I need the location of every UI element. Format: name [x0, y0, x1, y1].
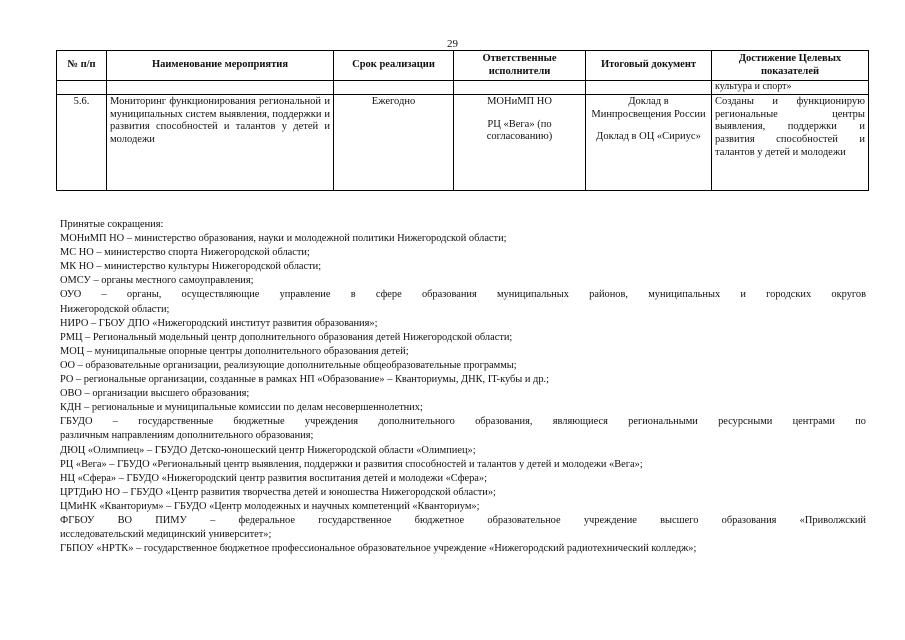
- abbreviation-line: ГБПОУ «НРТК» – государственное бюджетное профессиональное образовательное учреждение «Нижегородский радиотехнический колледж»;: [60, 543, 697, 555]
- abbreviations-heading: Принятые сокращения:: [60, 219, 164, 230]
- header-term: Срок реализации: [334, 51, 454, 81]
- abbreviation-line: МОЦ – муниципальные опорные центры дополнительного образования детей;: [60, 345, 409, 357]
- cell-event-name: Мониторинг функционирования региональной и муниципальных систем выявления, поддержки и развития способностей и талантов у детей и молодежи: [107, 95, 334, 191]
- document-ministry: Доклад в Минпросвещения России: [591, 96, 706, 120]
- abbreviation-line: ДЮЦ «Олимпиец» – ГБУДО Детско-юношеский центр Нижегородской области «Олимпиец»;: [60, 444, 476, 456]
- abbreviation-line: НЦ «Сфера» – ГБУДО «Нижегородский центр развития воспитания детей и молодежи «Сфера»;: [60, 472, 487, 484]
- cell-empty: [57, 81, 107, 95]
- abbreviation-line: ОУО – органы, осуществляющие управление в сфере образования муниципальных районов, муниципальных и городских округов: [60, 289, 866, 301]
- document-sirius: Доклад в ОЦ «Сириус»: [596, 131, 701, 143]
- abbreviation-line: различным направлениям дополнительного образования;: [60, 430, 314, 442]
- abbreviation-line: ОМСУ – органы местного самоуправления;: [60, 275, 254, 287]
- cell-empty: [586, 81, 712, 95]
- abbreviation-line: НИРО – ГБОУ ДПО «Нижегородский институт развития образования»;: [60, 317, 378, 329]
- header-achievement: Достижение Целевых показателей: [712, 51, 869, 81]
- cell-empty: [107, 81, 334, 95]
- abbreviation-line: ОВО – организации высшего образования;: [60, 388, 250, 400]
- abbreviation-line: Нижегородской области;: [60, 303, 170, 315]
- abbreviation-line: ЦМиНК «Кванториум» – ГБУДО «Центр молодежных и научных компетенций «Кванториум»;: [60, 500, 480, 512]
- abbreviation-line: ЦРТДиЮ НО – ГБУДО «Центр развития творчества детей и юношества Нижегородской области»;: [60, 486, 496, 498]
- abbreviation-line: МС НО – министерство спорта Нижегородской области;: [60, 247, 310, 259]
- header-event-name: Наименование мероприятия: [107, 51, 334, 81]
- abbreviation-line: РЦ «Вега» – ГБУДО «Региональный центр выявления, поддержки и развития способностей и талантов у детей и молодежи «Вега»;: [60, 458, 643, 470]
- abbreviation-line: ГБУДО – государственные бюджетные учреждения дополнительного образования, являющиеся региональными ресурсными центрами по: [60, 416, 866, 428]
- executor-primary: МОНиМП НО: [487, 96, 552, 108]
- header-document: Итоговый документ: [586, 51, 712, 81]
- header-number: № п/п: [57, 51, 107, 81]
- table-row-continuation: [57, 81, 869, 95]
- cell-achievement: Созданы и функционирую региональные центры выявления, поддержки и развития способностей и талантов у детей и молодежи: [712, 95, 869, 191]
- abbreviations-list: [60, 218, 866, 556]
- cell-executors: [454, 95, 586, 191]
- abbreviation-line: КДН – региональные и муниципальные комиссии по делам несовершеннолетних;: [60, 402, 423, 414]
- header-executors: Ответственные исполнители: [454, 51, 586, 81]
- abbreviation-line: МОНиМП НО – министерство образования, науки и молодежной политики Нижегородской области;: [60, 233, 507, 245]
- abbreviation-line: РМЦ – Региональный модельный центр дополнительного образования детей Нижегородской области;: [60, 331, 513, 343]
- cell-continuation-text: культура и спорт»: [712, 81, 869, 95]
- abbreviation-line: МК НО – министерство культуры Нижегородской области;: [60, 261, 322, 273]
- executor-secondary: РЦ «Вега» (по согласованию): [486, 118, 553, 143]
- abbreviation-line: ФГБОУ ВО ПИМУ – федеральное государственное бюджетное образовательное учреждение высшего образования «Приволжский: [60, 514, 866, 526]
- events-table: [56, 50, 869, 191]
- abbreviation-line: исследовательский медицинский университет»;: [60, 529, 272, 541]
- cell-term: Ежегодно: [334, 95, 454, 191]
- abbreviation-line: ОО – образовательные организации, реализующие дополнительные общеобразовательные программы;: [60, 359, 517, 371]
- cell-empty: [334, 81, 454, 95]
- table-row: [57, 95, 869, 191]
- abbreviation-line: РО – региональные организации, созданные в рамках НП «Образование» – Кванториумы, ДНК, IT-кубы и др.;: [60, 374, 550, 386]
- cell-empty: [454, 81, 586, 95]
- cell-row-number: 5.6.: [57, 95, 107, 191]
- page-number: 29: [447, 38, 458, 50]
- table-header-row: [57, 51, 869, 81]
- cell-documents: [586, 95, 712, 191]
